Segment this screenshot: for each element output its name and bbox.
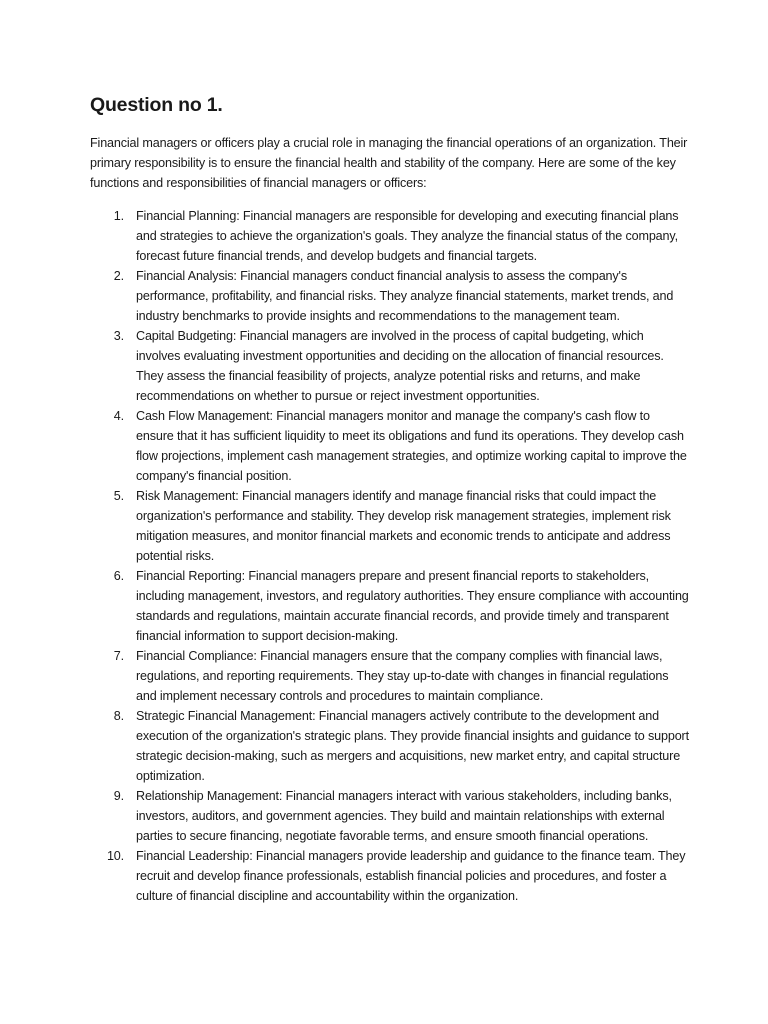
list-item [90,846,690,906]
list-item-text: Cash Flow Management: Financial managers monitor and manage the company's cash flow to ensure that it has sufficient liquidity to meet its obligations and fund its operations. They develop cash flow projections, implement cash management strategies, and optimize working capital to improve the company's financial position. [136,409,687,483]
list-item-text: Financial Analysis: Financial managers conduct financial analysis to assess the company's performance, profitability, and financial risks. They analyze financial statements, market trends, and industry benchmarks to provide insights and recommendations to the management team. [136,269,674,323]
list-item [90,266,690,326]
list-item-number: 3. [113,329,124,343]
list-item-number: 4. [113,409,124,423]
list-item-number: 10. [106,849,124,863]
list-item [90,566,690,646]
list-item [90,786,690,846]
list-item-text: Risk Management: Financial managers identify and manage financial risks that could impact the organization's performance and stability. They develop risk management strategies, implement risk mitigation measures, and monitor financial markets and economic trends to anticipate and address potential risks. [136,489,671,563]
list-item-number: 9. [113,789,124,803]
intro-paragraph: Financial managers or officers play a crucial role in managing the financial operations of an organization. Their primary responsibility is to ensure the financial health and stability of the company. Here are some of the key functions and responsibilities of financial managers or officers: [90,136,688,190]
list-item-text: Financial Leadership: Financial managers provide leadership and guidance to the finance team. They recruit and develop finance professionals, establish financial policies and procedures, and foster a culture of financial discipline and accountability within the organization. [136,849,686,903]
list-item-number: 7. [113,649,124,663]
list-item [90,326,690,406]
list-item-text: Financial Planning: Financial managers are responsible for developing and executing financial plans and strategies to achieve the organization's goals. They analyze the financial status of the company, forecast future financial trends, and develop budgets and financial targets. [136,209,679,263]
list-item-text: Financial Compliance: Financial managers ensure that the company complies with financial laws, regulations, and reporting requirements. They stay up-to-date with changes in financial regulations and implement necessary controls and procedures to maintain compliance. [136,649,669,703]
functions-list [90,206,690,906]
list-item-number: 6. [113,569,124,583]
list-item-number: 1. [113,209,124,223]
list-item-text: Financial Reporting: Financial managers prepare and present financial reports to stakeholders, including management, investors, and regulatory authorities. They ensure compliance with accounting standards and regulations, maintain accurate financial records, and provide timely and transparent financial information to support decision-making. [136,569,689,643]
list-item-text: Strategic Financial Management: Financial managers actively contribute to the development and execution of the organization's strategic plans. They provide financial insights and guidance to support strategic decision-making, such as mergers and acquisitions, new market entry, and capital structure optimization. [136,709,689,783]
list-item [90,406,690,486]
list-item [90,206,690,266]
list-item-text: Relationship Management: Financial managers interact with various stakeholders, including banks, investors, auditors, and government agencies. They build and maintain relationships with external parties to secure financing, negotiate favorable terms, and ensure smooth financial operations. [136,789,672,843]
list-item [90,486,690,566]
page-title: Question no 1. [90,94,223,116]
list-item-text: Capital Budgeting: Financial managers are involved in the process of capital budgeting, which involves evaluating investment opportunities and deciding on the allocation of financial resources. They assess the financial feasibility of projects, analyze potential risks and returns, and make recommendations on whether to pursue or reject investment opportunities. [136,329,664,403]
list-item-number: 2. [113,269,124,283]
list-item-number: 8. [113,709,124,723]
list-item-number: 5. [113,489,124,503]
list-item [90,646,690,706]
list-item [90,706,690,786]
